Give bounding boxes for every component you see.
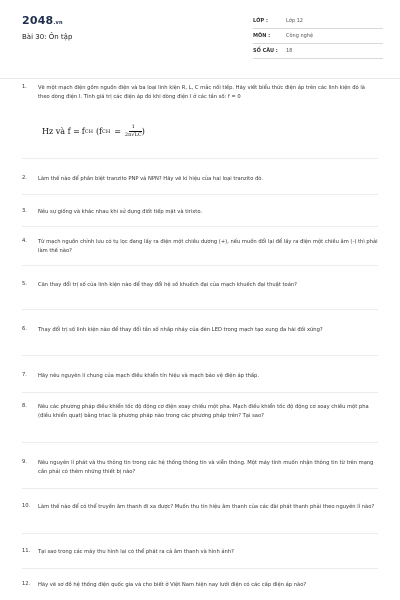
question-separator — [22, 265, 378, 266]
question-separator — [22, 194, 378, 195]
question-number: 11. — [22, 548, 31, 554]
question-number: 7. — [22, 372, 27, 378]
question-text: Hãy vẽ sơ đồ hệ thống điện quốc gia và cho biết ở Việt Nam hiện nay lưới điện có các cấp điện áp nào? — [38, 582, 307, 588]
site-logo[interactable] — [22, 14, 63, 27]
question-text: Nêu các phương pháp điều khiển tốc độ động cơ điện xoay chiều một pha. Mạch điều khiển tốc độ động cơ xoay chiều một pha (điều khiển quạt) bằng triac là phương pháp nào trong các phương pháp trên? Tại sao? — [38, 404, 369, 419]
formula-paren-open: ( — [95, 127, 100, 136]
question-number: 12. — [22, 581, 31, 587]
question-text: Làm thế nào để có thể truyền âm thanh đi xa được? Muốn thu tín hiệu âm thanh của các đài phát thanh phải theo nguyên lí nào? — [38, 504, 375, 510]
question-separator — [22, 488, 378, 489]
lesson-meta — [253, 14, 383, 59]
question-text: Tại sao trong các máy thu hình lại có thể phát ra cả âm thanh và hình ảnh? — [38, 549, 234, 555]
question-number: 6. — [22, 326, 27, 332]
logo-suffix: .vn — [53, 20, 63, 26]
meta-value: 18 — [286, 48, 293, 54]
meta-value: Lớp 12 — [286, 18, 303, 24]
formula-fraction — [125, 124, 142, 139]
meta-key: LỚP : — [253, 18, 268, 24]
formula-inner-sub: CH — [102, 128, 111, 135]
question-text: Thay đổi trị số linh kiện nào để thay đổi tần số nhấp nháy của đèn LED trong mạch tạo xung đa hài đối xứng? — [38, 327, 323, 333]
meta-key: SỐ CÂU : — [253, 48, 278, 54]
formula-equals: = — [114, 127, 121, 136]
formula-lead: Hz và f = — [42, 127, 80, 136]
page-header — [0, 0, 400, 68]
fraction-denominator: 2π√LC — [124, 132, 142, 138]
question-separator — [22, 533, 378, 534]
question-separator — [22, 226, 378, 227]
question-list — [0, 78, 400, 600]
question-text: Vẽ một mạch điện gồm nguồn điện và ba loại linh kiện R, L, C mắc nối tiếp. Hãy viết biểu thức điện áp trên các linh kiện đó là theo dòng điện I. Tính giá trị các điện áp đó khi dòng điện I ở các tần số: f = 0 — [38, 85, 365, 100]
question-separator — [22, 568, 378, 569]
meta-row-question-count — [253, 44, 383, 59]
question-separator — [22, 442, 378, 443]
meta-row-class — [253, 14, 383, 29]
question-separator — [22, 158, 378, 159]
question-number: 3. — [22, 208, 27, 214]
question-number: 2. — [22, 175, 27, 181]
meta-key: MÔN : — [253, 33, 271, 39]
question-text: Căn thay đổi trị số của linh kiện nào để thay đổi hệ số khuếch đại của mạch khuếch đại thuật toán? — [38, 282, 297, 288]
question-number: 8. — [22, 403, 27, 409]
question-number: 1. — [22, 84, 27, 90]
question-text: Nêu sự giống và khác nhau khi sử dụng điốt tiếp mặt và tirixto. — [38, 209, 203, 215]
formula-paren-close: ) — [141, 127, 145, 136]
question-number: 5. — [22, 281, 27, 287]
formula-sub: CH — [84, 128, 93, 135]
question-separator — [22, 309, 378, 310]
question-text: Nêu nguyên lí phát và thu thông tin trong các hệ thống thông tin và viễn thông. Một máy tính muốn nhận thông tin từ trên mạng cần phải có thêm những thiết bị nào? — [38, 460, 374, 475]
question-text: Hãy nêu nguyên lí chung của mạch điều khiển tín hiệu và mạch bảo vệ điện áp thấp. — [38, 373, 260, 379]
question-text: Từ mạch nguồn chỉnh lưu có tụ lọc đang lấy ra điện một chiều dương (+), nếu muốn đổi lại để lấy ra điện một chiều âm (-) thì phải làm thế nào? — [38, 239, 378, 254]
question-number: 10. — [22, 503, 31, 509]
meta-row-subject — [253, 29, 383, 44]
question-separator — [22, 355, 378, 356]
question-text: Làm thế nào để phân biệt tranzito PNP và NPN? Hãy vẽ kí hiệu của hai loại tranzito đó. — [38, 176, 264, 182]
header-divider — [0, 78, 400, 79]
fraction-numerator: 1 — [129, 124, 138, 132]
lesson-title: Bài 30: Ôn tập — [22, 33, 73, 41]
question-separator — [22, 392, 378, 393]
question-number: 9. — [22, 459, 27, 465]
frequency-formula: Hz và f = f CH ( f CH = $\frac{1}{2\pi√LC}$ ) — [42, 124, 145, 138]
question-number: 4. — [22, 238, 27, 244]
logo-text: 2048 — [22, 14, 54, 27]
meta-value: Công nghệ — [286, 33, 314, 39]
